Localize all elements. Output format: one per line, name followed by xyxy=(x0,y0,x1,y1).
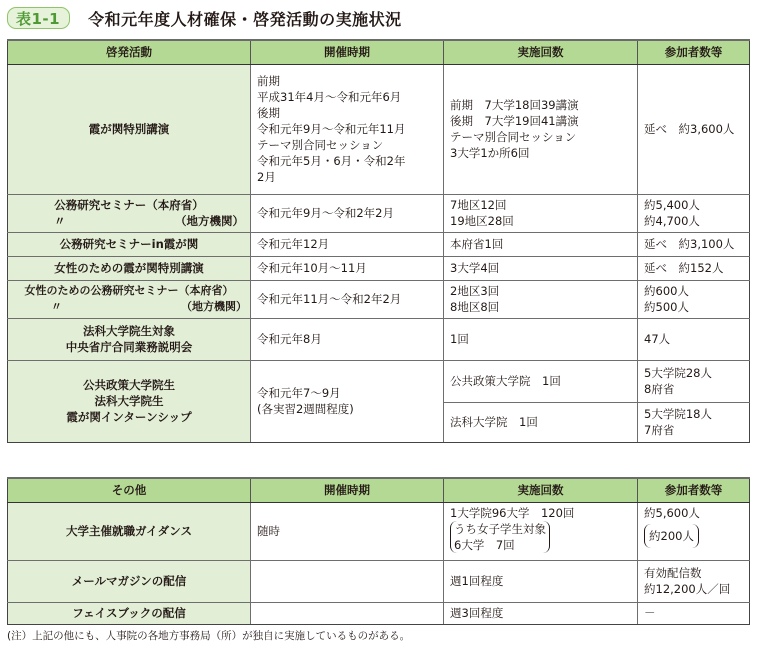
table-row xyxy=(8,502,750,560)
table-row xyxy=(8,602,750,624)
table-row xyxy=(8,360,750,402)
period-cell: 前期 平成31年4月～令和元年6月 後期 令和元年9月～令和元年11月 テーマ別合同セッション 令和元年5月・6月・令和2年 2月 xyxy=(251,64,444,194)
participants-cell: 5大学院18人 7府省 xyxy=(638,402,750,442)
activity-cell: メールマガジンの配信 xyxy=(8,560,251,602)
title-row xyxy=(7,6,402,30)
participants-cell: 約5,600人 約200人 xyxy=(638,502,750,560)
column-header-participants: 参加者数等 xyxy=(638,478,750,502)
parenthetical-note: うち女子学生対象 6大学 7回 xyxy=(450,521,550,553)
parenthetical-note: 約200人 xyxy=(644,524,699,548)
count-cell: 7地区12回 19地区28回 xyxy=(444,194,638,232)
count-cell: 前期 7大学18回39講演 後期 7大学19回41講演 テーマ別合同セッション 3大学1か所6回 xyxy=(444,64,638,194)
participants-cell: 延べ 約152人 xyxy=(638,256,750,280)
footnote: (注）上記の他にも、人事院の各地方事務局（所）が独自に実施しているものがある。 xyxy=(7,630,411,642)
count-cell: 公共政策大学院 1回 xyxy=(444,360,638,402)
period-cell xyxy=(251,602,444,624)
participants-cell: 延べ 約3,100人 xyxy=(638,232,750,256)
participants-cell: 47人 xyxy=(638,318,750,360)
table-row xyxy=(8,280,750,318)
activity-cell: 法科大学院生対象 中央省庁合同業務説明会 xyxy=(8,318,251,360)
participants-cell: － xyxy=(638,602,750,624)
column-header-period: 開催時期 xyxy=(251,478,444,502)
activity-cell: 公務研究セミナー（本府省） 〃 （地方機関） xyxy=(8,194,251,232)
table-header-row xyxy=(8,40,750,64)
period-cell: 随時 xyxy=(251,502,444,560)
activity-cell: 公務研究セミナーin霞が関 xyxy=(8,232,251,256)
count-cell: 2地区3回 8地区8回 xyxy=(444,280,638,318)
period-cell: 令和元年12月 xyxy=(251,232,444,256)
activities-table xyxy=(7,39,750,443)
count-cell: 週1回程度 xyxy=(444,560,638,602)
table-row xyxy=(8,318,750,360)
table-row xyxy=(8,560,750,602)
participants-cell: 延べ 約3,600人 xyxy=(638,64,750,194)
table-number-badge: 表1-1 xyxy=(7,7,70,29)
activity-cell: フェイスブックの配信 xyxy=(8,602,251,624)
table-row xyxy=(8,194,750,232)
period-cell: 令和元年8月 xyxy=(251,318,444,360)
column-header-participants: 参加者数等 xyxy=(638,40,750,64)
table-header-row xyxy=(8,478,750,502)
table-row xyxy=(8,64,750,194)
table-row xyxy=(8,256,750,280)
column-header-other: その他 xyxy=(8,478,251,502)
other-activities-table xyxy=(7,477,750,625)
column-header-period: 開催時期 xyxy=(251,40,444,64)
period-cell: 令和元年10月～11月 xyxy=(251,256,444,280)
page-title: 令和元年度人材確保・啓発活動の実施状況 xyxy=(88,9,402,29)
column-header-count: 実施回数 xyxy=(444,478,638,502)
count-cell: 本府省1回 xyxy=(444,232,638,256)
count-cell: 1回 xyxy=(444,318,638,360)
activity-cell: 公共政策大学院生 法科大学院生 霞が関インターンシップ xyxy=(8,360,251,442)
participants-cell: 約5,400人 約4,700人 xyxy=(638,194,750,232)
activity-cell: 霞が関特別講演 xyxy=(8,64,251,194)
activity-cell: 大学主催就職ガイダンス xyxy=(8,502,251,560)
table-row xyxy=(8,232,750,256)
count-cell: 週3回程度 xyxy=(444,602,638,624)
participants-cell: 有効配信数 約12,200人／回 xyxy=(638,560,750,602)
participants-cell: 5大学院28人 8府省 xyxy=(638,360,750,402)
period-cell: 令和元年7～9月 (各実習2週間程度) xyxy=(251,360,444,442)
period-cell: 令和元年11月～令和2年2月 xyxy=(251,280,444,318)
period-cell xyxy=(251,560,444,602)
column-header-activity: 啓発活動 xyxy=(8,40,251,64)
count-cell: 1大学院96大学 120回 うち女子学生対象 6大学 7回 xyxy=(444,502,638,560)
count-cell: 法科大学院 1回 xyxy=(444,402,638,442)
period-cell: 令和元年9月～令和2年2月 xyxy=(251,194,444,232)
participants-cell: 約600人 約500人 xyxy=(638,280,750,318)
column-header-count: 実施回数 xyxy=(444,40,638,64)
activity-cell: 女性のための霞が関特別講演 xyxy=(8,256,251,280)
activity-cell: 女性のための公務研究セミナー（本府省） 〃 （地方機関） xyxy=(8,280,251,318)
count-cell: 3大学4回 xyxy=(444,256,638,280)
